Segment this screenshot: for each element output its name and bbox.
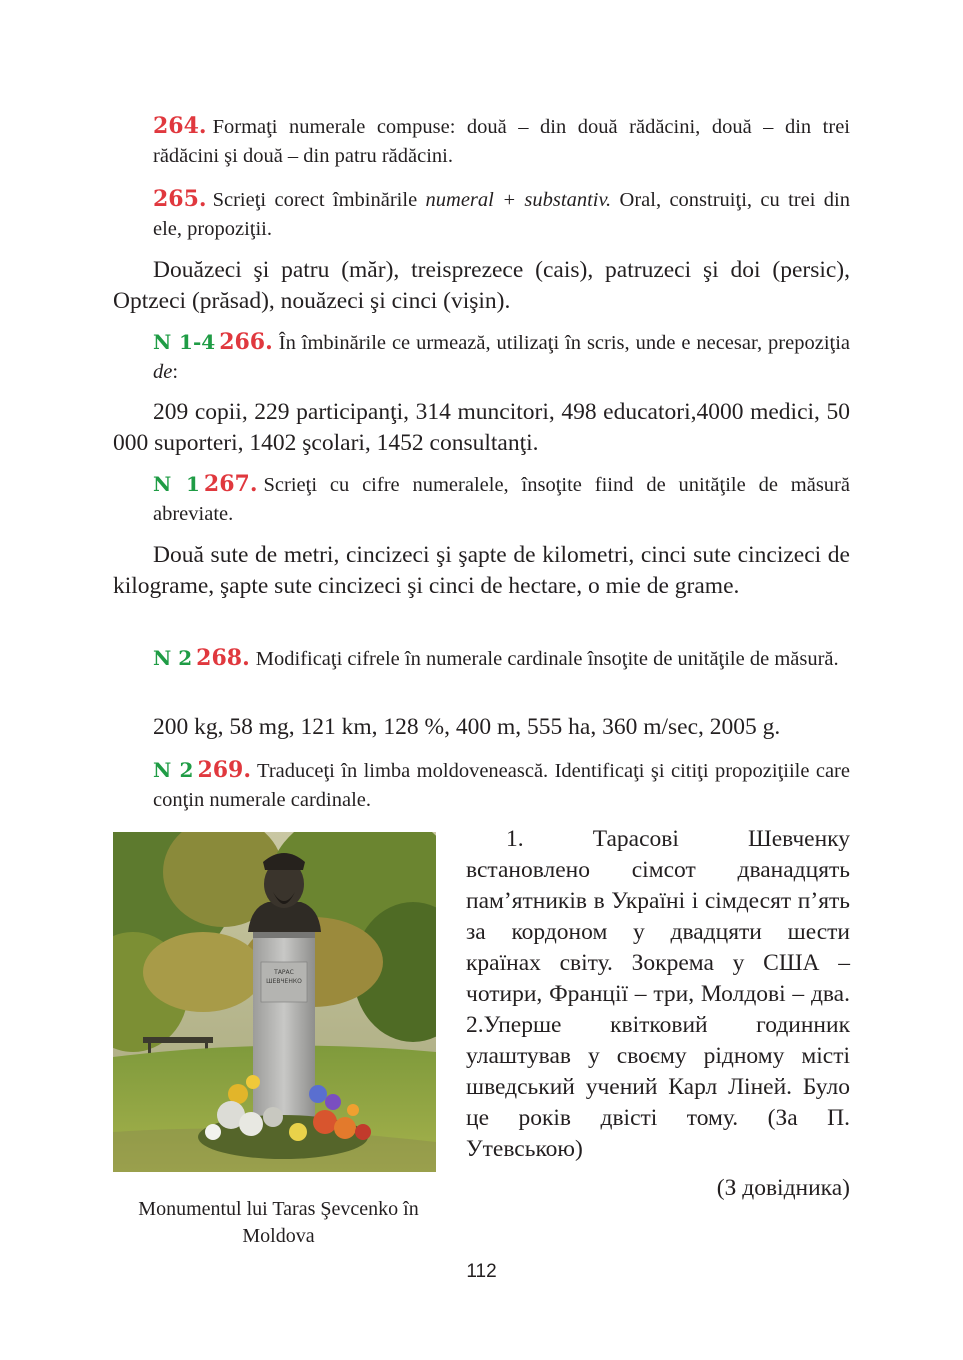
exercise-267 xyxy=(153,470,850,529)
shevchenko-monument-photo xyxy=(113,832,436,1172)
difficulty-level: N 2 xyxy=(153,646,193,670)
exercise-instruction-emphasis: numeral + substantiv. xyxy=(425,189,612,211)
exercise-number: 265. xyxy=(153,186,207,212)
exercise-268 xyxy=(153,644,850,674)
exercise-number: 264. xyxy=(153,113,207,139)
difficulty-level: N 1 xyxy=(153,472,200,496)
exercise-number: 266. xyxy=(219,329,273,355)
exercise-instruction: Formaţi numerale compuse: două – din două rădăcini, două – din trei rădăcini şi două – din patru rădăcini. xyxy=(153,116,850,167)
exercise-instruction: Modificaţi cifrele în numerale cardinale însoţite de unităţile de măsură. xyxy=(255,648,839,670)
exercise-268-example: 200 kg, 58 mg, 121 km, 128 %, 400 m, 555 ha, 360 m/sec, 2005 g. xyxy=(153,714,781,740)
exercise-number: 269. xyxy=(197,757,252,783)
exercise-number: 267. xyxy=(203,471,258,497)
difficulty-level: N 2 xyxy=(153,758,194,782)
exercise-instruction: Traduceţi în limba moldovenească. Identificaţi şi citiţi propoziţiile care conţin numerale cardinale. xyxy=(153,760,850,811)
exercise-instruction: Scrieţi cu cifre numeralele, însoţite fiind de unităţile de măsură abreviate. xyxy=(153,474,850,525)
exercise-265 xyxy=(153,185,850,244)
plaque-text-line2: ШЕВЧЕНКО xyxy=(266,978,302,985)
exercise-instruction: În îmbinările ce urmează, utilizaţi în scris, unde e necesar, prepoziţia xyxy=(278,332,850,354)
exercise-267-example: Două sute de metri, cincizeci şi şapte de kilometri, cinci sute cincizeci de kilograme, şapte sute cincizeci şi cinci de hectare, o mie de grame. xyxy=(113,542,850,599)
photo-caption: Monumentul lui Taras Şevcenko în Moldova xyxy=(138,1198,419,1247)
exercise-instruction: : xyxy=(172,361,179,383)
page-number: 112 xyxy=(466,1261,497,1282)
exercise-number: 268. xyxy=(196,645,250,671)
exercise-266 xyxy=(153,328,850,387)
exercise-266-example: 209 copii, 229 participanţi, 314 muncitori, 498 educatori,4000 medici, 50 000 suporteri, 1402 şcolari, 1452 consultanţi. xyxy=(113,399,850,456)
exercise-instruction: Scrieţi corect îmbinările xyxy=(212,189,426,211)
ukrainian-text: 1. Тарасові Шевченку встановлено сімсот дванадцять пам’ятників в Україні і сімдесят п’ять за кордоном у двадцяти шести країнах світу. Зокрема у США – чотири, Франції – три, Молдові – два. 2.Уперше квітковий годинник улаштував у своєму рідному місті шведський учений Карл Ліней. Було це років двісті тому. (За П. Утевською) xyxy=(466,826,850,1162)
exercise-instruction-emphasis: de xyxy=(153,361,173,383)
exercise-instruction: Oral, construiţi, cu trei din ele, propoziţii. xyxy=(153,189,850,240)
plaque-text-line1: ТАРАС xyxy=(274,969,294,976)
exercise-265-example: Douăzeci şi patru (măr), treisprezece (cais), patruzeci şi doi (persic), Optzeci (prăsad), nouăzeci şi cinci (vişin). xyxy=(113,257,850,314)
difficulty-level: N 1-4 xyxy=(153,330,216,354)
exercise-264 xyxy=(153,112,850,171)
monument-illustration xyxy=(113,832,436,1172)
exercise-269 xyxy=(153,756,850,815)
text-source: (З довідника) xyxy=(716,1175,850,1201)
